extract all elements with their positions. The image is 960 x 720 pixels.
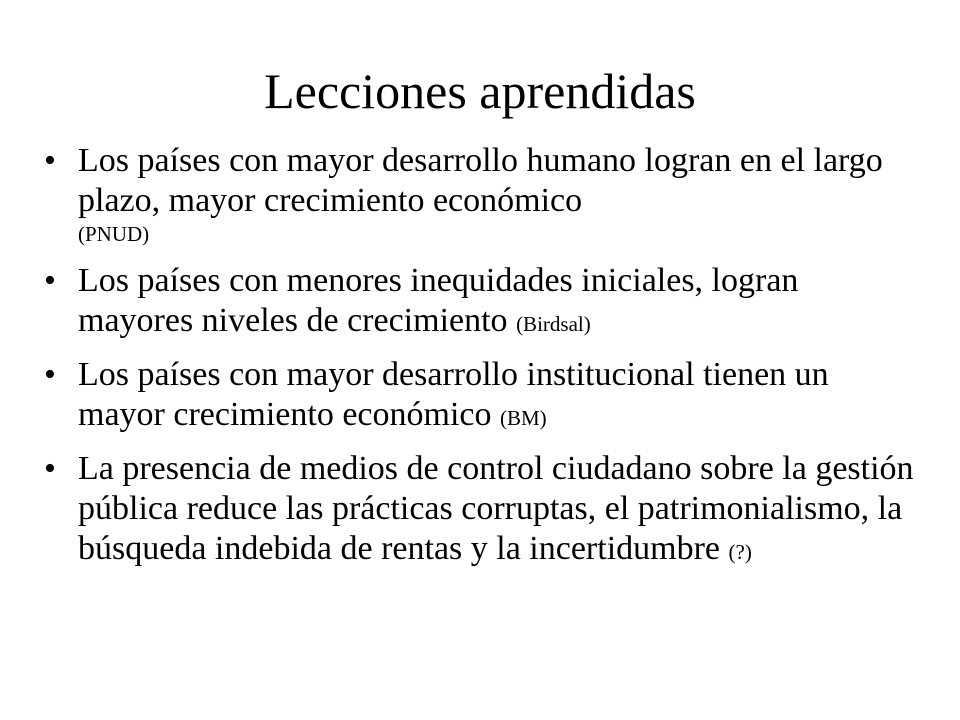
citation: (?) xyxy=(728,540,752,564)
citation: (PNUD) xyxy=(78,222,150,246)
bullet-item xyxy=(40,449,920,569)
bullet-text: Los países con mayor desarrollo humano logran en el largo plazo, mayor crecimiento económico xyxy=(78,142,883,219)
bullet-text: Los países con menores inequidades iniciales, logran mayores niveles de crecimiento xyxy=(78,262,799,339)
bullet-item xyxy=(40,261,920,341)
bullet-text: Los países con mayor desarrollo institucional tienen un mayor crecimiento económico xyxy=(78,356,829,433)
bullet-item xyxy=(40,141,920,247)
bullet-text: La presencia de medios de control ciudadano sobre la gestión pública reduce las prácticas corruptas, el patrimonialismo, la búsqueda indebida de rentas y la incertidumbre xyxy=(78,450,914,567)
bullet-item xyxy=(40,355,920,435)
citation: (Birdsal) xyxy=(516,312,591,336)
bullet-list xyxy=(40,141,920,583)
slide-title: Lecciones aprendidas xyxy=(264,63,696,119)
citation: (BM) xyxy=(500,406,547,430)
